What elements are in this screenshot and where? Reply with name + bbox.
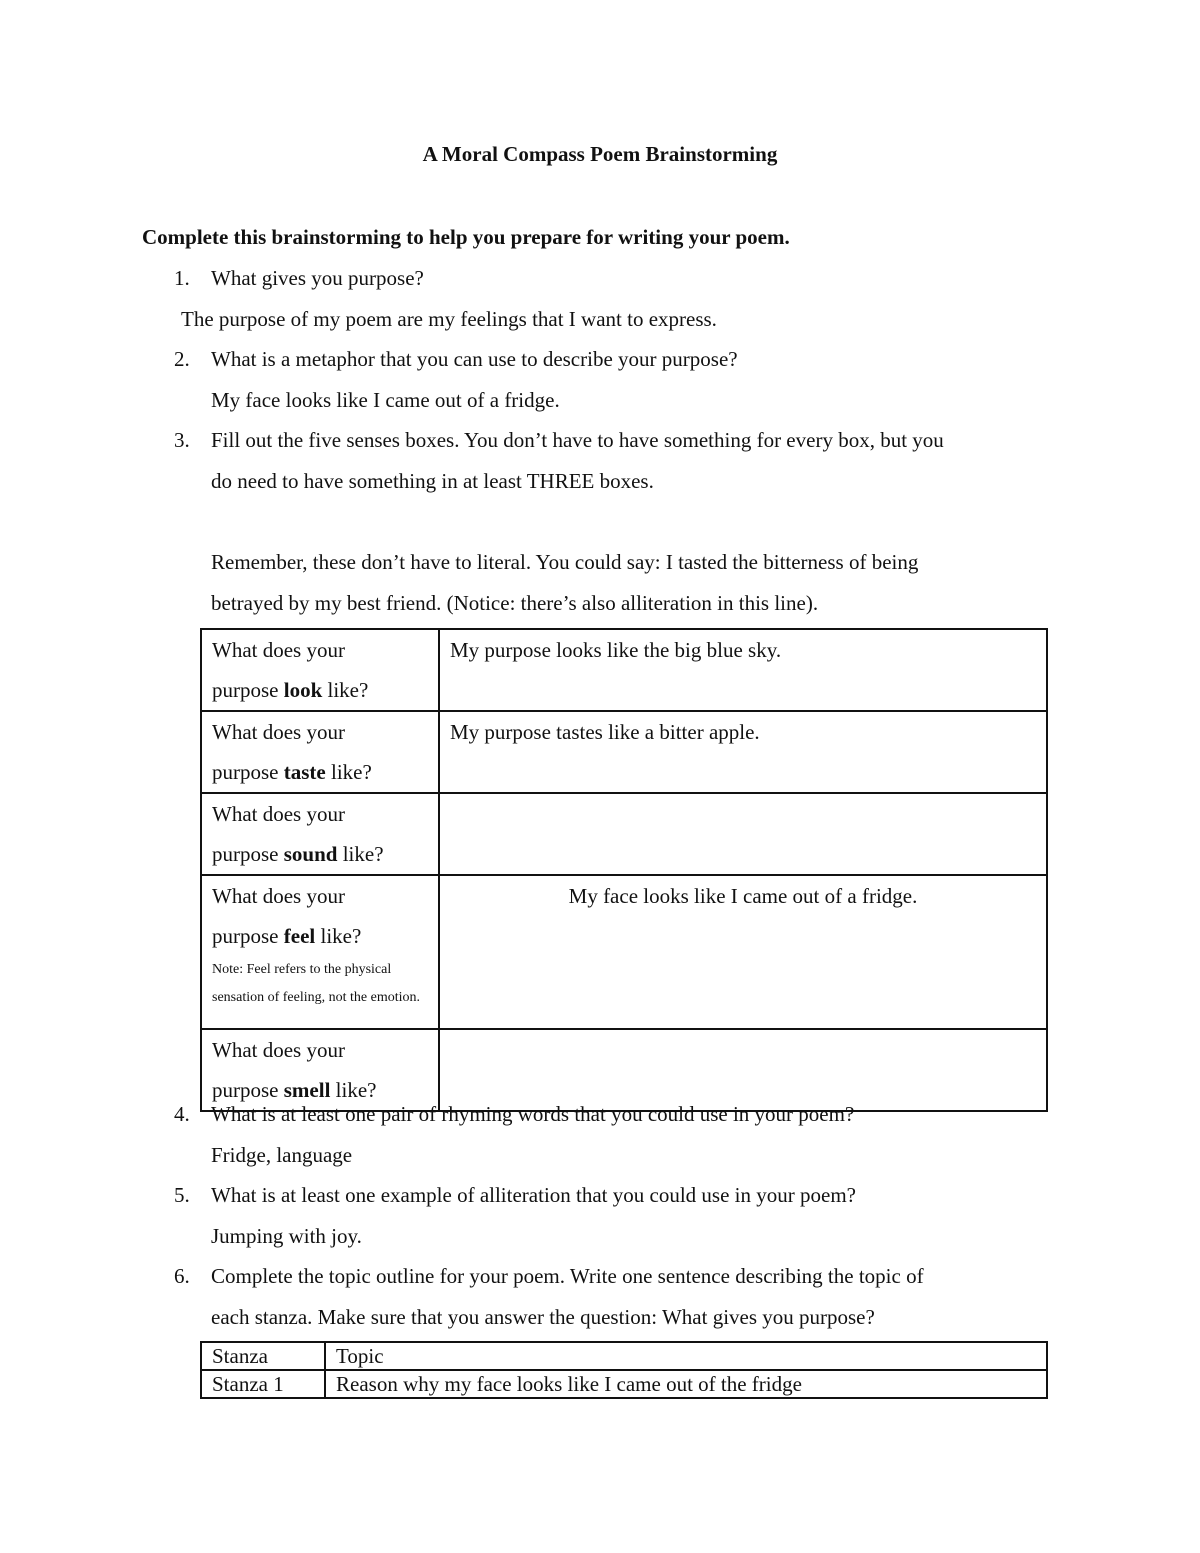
- senses-row-sound: [201, 793, 1047, 875]
- sense-question-look: [201, 629, 439, 711]
- like-word: like?: [330, 760, 372, 784]
- outline-header-topic: Topic: [325, 1342, 1047, 1370]
- sense-answer-smell[interactable]: [439, 1029, 1047, 1111]
- sense-answer-feel[interactable]: [439, 875, 1047, 1029]
- purpose-word: purpose: [212, 842, 279, 866]
- purpose-word: purpose: [212, 678, 279, 702]
- sense-answer-taste[interactable]: [439, 711, 1047, 793]
- like-word: like?: [327, 678, 369, 702]
- sense-question-prefix: What does your: [212, 884, 345, 908]
- question-number: 1.: [174, 266, 190, 290]
- question-number: 3.: [174, 428, 190, 452]
- sense-question-smell: [201, 1029, 439, 1111]
- five-senses-table: [200, 628, 1048, 1112]
- question-3-line-2: do need to have something in at least THREE boxes.: [211, 469, 654, 493]
- question-3-line-1: Fill out the five senses boxes. You don’t have to have something for every box, but you: [211, 428, 944, 452]
- sense-answer-taste-text: My purpose tastes like a bitter apple.: [450, 720, 760, 744]
- sense-question-prefix: What does your: [212, 1038, 345, 1062]
- instructions: Complete this brainstorming to help you prepare for writing your poem.: [142, 225, 790, 249]
- sense-answer-feel-text: My face looks like I came out of a fridge.: [568, 884, 918, 908]
- like-word: like?: [335, 1078, 377, 1102]
- sense-word-smell: smell: [283, 1078, 331, 1102]
- sense-question-feel: [201, 875, 439, 1029]
- question-number: 6.: [174, 1264, 190, 1288]
- sense-question-sound: [201, 793, 439, 875]
- remember-line-2: betrayed by my best friend. (Notice: there’s also alliteration in this line).: [211, 591, 819, 615]
- topic-outline-table: [200, 1341, 1048, 1399]
- sense-word-sound: sound: [283, 842, 338, 866]
- question-5-text: What is at least one example of alliteration that you could use in your poem?: [211, 1183, 856, 1207]
- sense-question-taste: [201, 711, 439, 793]
- question-1-text: What gives you purpose?: [211, 266, 424, 290]
- question-number: 2.: [174, 347, 190, 371]
- question-6-line-1: Complete the topic outline for your poem. Write one sentence describing the topic of: [211, 1264, 924, 1288]
- senses-row-feel: [201, 875, 1047, 1029]
- outline-stanza-cell[interactable]: Stanza 1: [201, 1370, 325, 1398]
- question-2-text: What is a metaphor that you can use to describe your purpose?: [211, 347, 738, 371]
- question-2-answer: My face looks like I came out of a fridge.: [211, 388, 560, 412]
- senses-row-look: [201, 629, 1047, 711]
- sense-question-prefix: What does your: [212, 802, 345, 826]
- purpose-word: purpose: [212, 760, 279, 784]
- sense-question-prefix: What does your: [212, 638, 345, 662]
- question-1-answer: The purpose of my poem are my feelings that I want to express.: [181, 307, 717, 331]
- question-4-answer: Fridge, language: [211, 1143, 353, 1167]
- page-title: A Moral Compass Poem Brainstorming: [422, 142, 778, 166]
- sense-answer-look[interactable]: [439, 629, 1047, 711]
- purpose-word: purpose: [212, 1078, 279, 1102]
- sense-word-taste: taste: [283, 760, 326, 784]
- feel-note: Note: Feel refers to the physical sensation of feeling, not the emotion.: [212, 962, 421, 1005]
- remember-line-1: Remember, these don’t have to literal. You could say: I tasted the bitterness of being: [211, 550, 919, 574]
- senses-row-taste: [201, 711, 1047, 793]
- question-6-line-2: each stanza. Make sure that you answer the question: What gives you purpose?: [211, 1305, 875, 1329]
- question-5-answer: Jumping with joy.: [211, 1224, 362, 1248]
- sense-word-feel: feel: [283, 924, 316, 948]
- outline-row: [201, 1370, 1047, 1398]
- question-number: 5.: [174, 1183, 190, 1207]
- like-word: like?: [342, 842, 384, 866]
- question-number: 4.: [174, 1102, 190, 1126]
- like-word: like?: [320, 924, 362, 948]
- outline-header-row: [201, 1342, 1047, 1370]
- senses-row-smell: [201, 1029, 1047, 1111]
- sense-word-look: look: [283, 678, 323, 702]
- sense-answer-sound[interactable]: [439, 793, 1047, 875]
- outline-topic-cell[interactable]: Reason why my face looks like I came out of the fridge: [325, 1370, 1047, 1398]
- question-4-text: What is at least one pair of rhyming words that you could use in your poem?: [211, 1102, 855, 1126]
- purpose-word: purpose: [212, 924, 279, 948]
- outline-header-stanza: Stanza: [201, 1342, 325, 1370]
- sense-answer-look-text: My purpose looks like the big blue sky.: [450, 638, 782, 662]
- sense-question-prefix: What does your: [212, 720, 345, 744]
